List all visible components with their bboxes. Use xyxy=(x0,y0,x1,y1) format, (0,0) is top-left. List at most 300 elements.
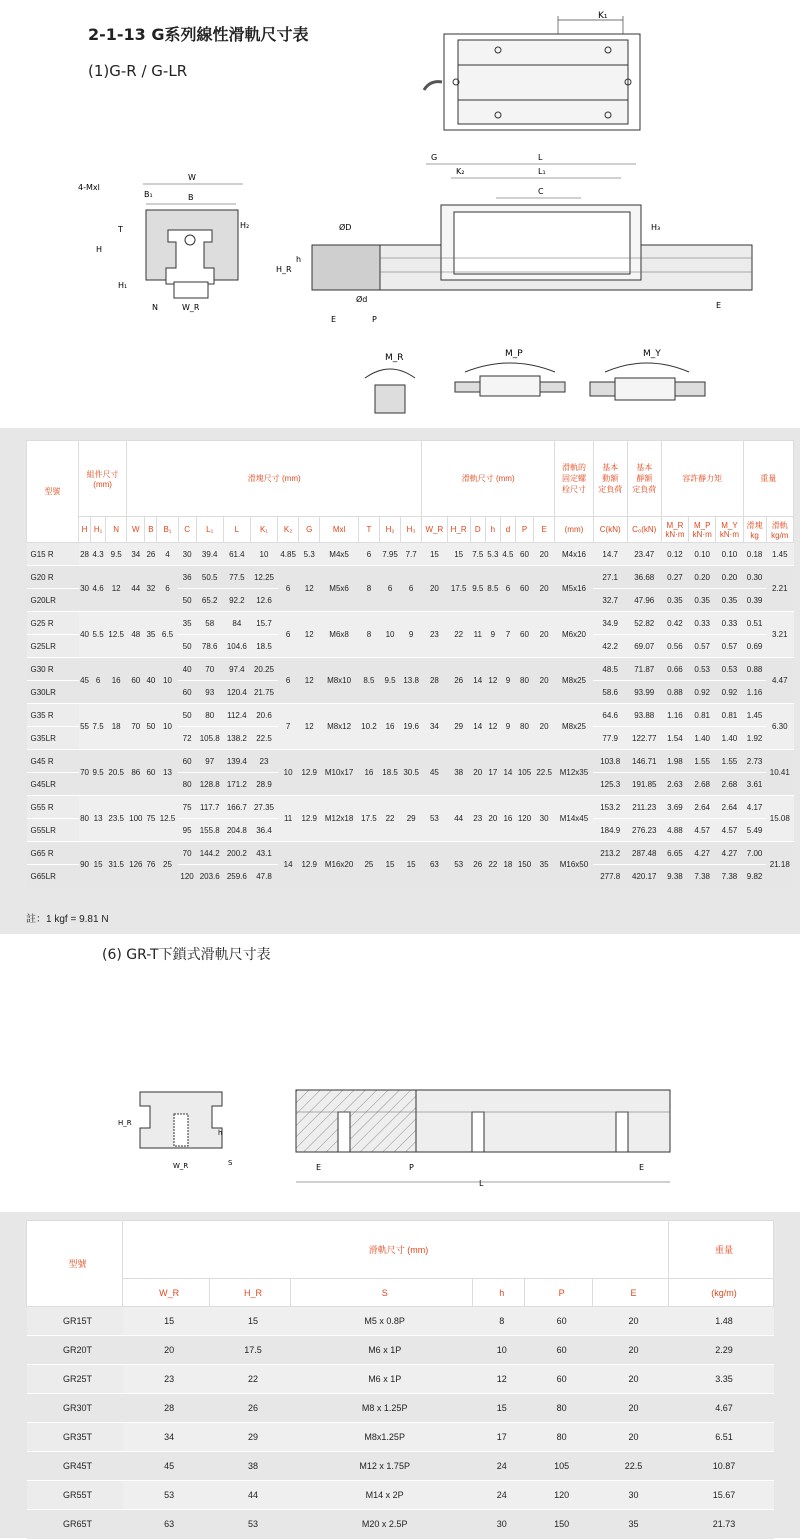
cell-c: 80 xyxy=(178,773,196,796)
cell-d: 9 xyxy=(500,704,515,750)
cell-wb: 0.39 xyxy=(743,589,766,612)
label-phi-d-big: ØD xyxy=(339,223,352,232)
cell-my: 4.57 xyxy=(716,819,743,842)
cell-d: 9 xyxy=(500,658,515,704)
cell-h1: 5.5 xyxy=(91,612,106,658)
cell-wr: 63 xyxy=(422,842,447,888)
cell-hr: 17.5 xyxy=(447,566,470,612)
cell-b: 75 xyxy=(145,796,157,842)
cell-c0: 93.88 xyxy=(627,704,661,727)
cell-wr: 45 xyxy=(422,750,447,796)
label-w: W xyxy=(188,173,196,182)
cell-model: GR45T xyxy=(27,1452,123,1481)
cell-e: 22.5 xyxy=(534,750,555,796)
col-header: C xyxy=(178,517,196,543)
cell-c: 36 xyxy=(178,566,196,589)
table-row xyxy=(27,1365,774,1394)
cell-mr: 0.42 xyxy=(661,612,688,635)
table-row xyxy=(27,1336,774,1365)
label-wr-2: W_R xyxy=(173,1162,189,1170)
cell-k1: 21.75 xyxy=(250,681,277,704)
page-subtitle: (1)G-R / G-LR xyxy=(88,62,188,80)
cell-wb: 0.51 xyxy=(743,612,766,635)
moment-name: M_R xyxy=(666,520,684,530)
cell-w: 34 xyxy=(127,543,145,566)
cell-value: 10 xyxy=(473,1336,525,1365)
cell-value: 45 xyxy=(123,1452,210,1481)
col-model: 型號 xyxy=(27,441,79,543)
cell-rail-weight: 21.18 xyxy=(766,842,793,888)
cell-l1: 203.6 xyxy=(196,865,223,888)
cell-l1: 128.8 xyxy=(196,773,223,796)
cell-h2: 6 xyxy=(379,566,400,612)
table-row xyxy=(27,1394,774,1423)
cell-c0: 287.48 xyxy=(627,842,661,865)
cell-wb: 0.88 xyxy=(743,658,766,681)
gr-t-cross-section xyxy=(118,1080,248,1180)
cell-l: 171.2 xyxy=(223,773,250,796)
cell-b1: 6 xyxy=(157,566,178,612)
cell-c: 60 xyxy=(178,750,196,773)
cell-value: 15 xyxy=(473,1394,525,1423)
label-h-small: h xyxy=(296,255,302,264)
group-stat: 基本 靜額 定負荷 xyxy=(627,441,661,517)
cell-b1: 4 xyxy=(157,543,178,566)
label-l-2: L xyxy=(479,1179,484,1188)
moment-name: M_P xyxy=(693,520,711,530)
cell-h2: 9.5 xyxy=(379,658,400,704)
cell-c_kn: 153.2 xyxy=(593,796,627,819)
cell-k1: 12.25 xyxy=(250,566,277,589)
cell-value: 22 xyxy=(210,1365,291,1394)
cell-value: 24 xyxy=(473,1481,525,1510)
cell-mp: 7.38 xyxy=(689,865,716,888)
cell-mxl: M12x18 xyxy=(320,796,359,842)
cell-my: 1.55 xyxy=(716,750,743,773)
cell-l1: 80 xyxy=(196,704,223,727)
cell-value: M8x1.25P xyxy=(290,1423,473,1452)
cell-d: 23 xyxy=(470,796,485,842)
col-header-2: W_R xyxy=(123,1279,210,1307)
label-k1: K₁ xyxy=(598,11,608,21)
cell-model: GR15T xyxy=(27,1307,123,1336)
group-bolt: 滑軌的 固定螺 栓尺寸 xyxy=(555,441,594,517)
cell-value: 80 xyxy=(525,1423,593,1452)
cell-e: 35 xyxy=(534,842,555,888)
cell-my: 0.35 xyxy=(716,589,743,612)
cell-h: 9 xyxy=(485,612,500,658)
cell-model: GR65T xyxy=(27,1510,123,1539)
cell-h: 70 xyxy=(79,750,91,796)
label-t: T xyxy=(118,225,123,234)
cell-d: 18 xyxy=(500,842,515,888)
cell-p: 60 xyxy=(515,566,533,612)
cell-l1: 97 xyxy=(196,750,223,773)
cell-b: 26 xyxy=(145,543,157,566)
cell-mxl: M8x10 xyxy=(320,658,359,704)
cell-c0: 36.68 xyxy=(627,566,661,589)
cell-c0: 122.77 xyxy=(627,727,661,750)
col-header-2: H_R xyxy=(210,1279,291,1307)
cell-l1: 39.4 xyxy=(196,543,223,566)
cell-c: 50 xyxy=(178,589,196,612)
cell-c_kn: 34.9 xyxy=(593,612,627,635)
cell-bolt: M12x35 xyxy=(555,750,594,796)
cell-value: 10.87 xyxy=(669,1452,774,1481)
table-row xyxy=(27,704,794,727)
cell-p: 80 xyxy=(515,658,533,704)
cell-mxl: M5x6 xyxy=(320,566,359,612)
cell-g: 12 xyxy=(299,612,320,658)
label-h2: H₂ xyxy=(240,221,250,230)
cell-my: 0.33 xyxy=(716,612,743,635)
col-header: L₁ xyxy=(196,517,223,543)
cell-c: 120 xyxy=(178,865,196,888)
cell-k2: 6 xyxy=(278,566,299,612)
label-hr: H_R xyxy=(276,265,292,274)
col-header: T xyxy=(358,517,379,543)
cell-value: 15.67 xyxy=(669,1481,774,1510)
table-row xyxy=(27,566,794,589)
cell-l: 104.6 xyxy=(223,635,250,658)
cell-c: 72 xyxy=(178,727,196,750)
group-moment: 容許靜力矩 xyxy=(661,441,743,517)
cell-c_kn: 64.6 xyxy=(593,704,627,727)
cell-l1: 58 xyxy=(196,612,223,635)
cell-p: 150 xyxy=(515,842,533,888)
cell-c_kn: 42.2 xyxy=(593,635,627,658)
cell-h3: 13.8 xyxy=(401,658,422,704)
cell-wb: 4.17 xyxy=(743,796,766,819)
cell-wb: 2.73 xyxy=(743,750,766,773)
cell-model: GR35T xyxy=(27,1423,123,1452)
top-view-drawing xyxy=(418,10,648,135)
col-header-2: h xyxy=(473,1279,525,1307)
cell-mp: 0.53 xyxy=(689,658,716,681)
label-wr: W_R xyxy=(182,303,200,312)
cell-e: 20 xyxy=(534,658,555,704)
cell-model: G35LR xyxy=(27,727,79,750)
cell-g: 12.9 xyxy=(299,842,320,888)
cell-bolt: M16x50 xyxy=(555,842,594,888)
label-l: L xyxy=(538,153,543,162)
label-p-2: P xyxy=(409,1163,414,1172)
cell-t: 25 xyxy=(358,842,379,888)
cell-h: 20 xyxy=(485,796,500,842)
cell-mr: 0.56 xyxy=(661,635,688,658)
weight-name: 滑塊 xyxy=(746,520,763,530)
col-header-weight xyxy=(743,517,766,543)
cell-k1: 47.8 xyxy=(250,865,277,888)
group-weight-2: 重量 xyxy=(669,1221,774,1279)
cell-mp: 0.92 xyxy=(689,681,716,704)
cell-value: 20 xyxy=(593,1423,669,1452)
cell-l: 77.5 xyxy=(223,566,250,589)
cell-wr: 23 xyxy=(422,612,447,658)
cell-mr: 1.98 xyxy=(661,750,688,773)
cell-l: 84 xyxy=(223,612,250,635)
cell-b1: 6.5 xyxy=(157,612,178,658)
cell-model: G55 R xyxy=(27,796,79,819)
cell-h2: 22 xyxy=(379,796,400,842)
cell-value: M14 x 2P xyxy=(290,1481,473,1510)
cell-model: G55LR xyxy=(27,819,79,842)
cell-w: 100 xyxy=(127,796,145,842)
cell-p: 105 xyxy=(515,750,533,796)
cell-l1: 105.8 xyxy=(196,727,223,750)
cell-model: G25LR xyxy=(27,635,79,658)
cell-value: 23 xyxy=(123,1365,210,1394)
label-mp: M_P xyxy=(505,349,523,359)
cell-mr: 0.88 xyxy=(661,681,688,704)
cell-mp: 0.81 xyxy=(689,704,716,727)
col-model-2: 型號 xyxy=(27,1221,123,1307)
cell-c: 40 xyxy=(178,658,196,681)
label-e-right: E xyxy=(716,301,722,310)
col-header-weight-2: (kg/m) xyxy=(669,1279,774,1307)
cell-k1: 23 xyxy=(250,750,277,773)
cell-h3: 29 xyxy=(401,796,422,842)
cell-my: 4.27 xyxy=(716,842,743,865)
cell-c: 75 xyxy=(178,796,196,819)
col-header: (mm) xyxy=(555,517,594,543)
table-row xyxy=(27,1423,774,1452)
cell-w: 60 xyxy=(127,658,145,704)
cell-mp: 1.40 xyxy=(689,727,716,750)
cell-t: 8.5 xyxy=(358,658,379,704)
cell-value: M12 x 1.75P xyxy=(290,1452,473,1481)
col-header: Mxl xyxy=(320,517,359,543)
cell-b: 50 xyxy=(145,704,157,750)
cell-value: M6 x 1P xyxy=(290,1336,473,1365)
unit-note: 註：1 kgf = 9.81 N xyxy=(26,914,109,925)
cell-h2: 7.95 xyxy=(379,543,400,566)
cell-c_kn: 277.8 xyxy=(593,865,627,888)
cell-k1: 43.1 xyxy=(250,842,277,865)
cell-my: 7.38 xyxy=(716,865,743,888)
cell-value: 53 xyxy=(210,1510,291,1539)
cell-b1: 25 xyxy=(157,842,178,888)
cell-model: G65LR xyxy=(27,865,79,888)
cell-model: GR25T xyxy=(27,1365,123,1394)
cell-h: 17 xyxy=(485,750,500,796)
cell-value: 1.48 xyxy=(669,1307,774,1336)
cell-bolt: M5x16 xyxy=(555,566,594,612)
cell-l1: 65.2 xyxy=(196,589,223,612)
cell-d: 26 xyxy=(470,842,485,888)
label-n: N xyxy=(152,303,158,312)
cell-value: 60 xyxy=(525,1336,593,1365)
cell-c0: 191.85 xyxy=(627,773,661,796)
cell-t: 16 xyxy=(358,750,379,796)
cell-value: 53 xyxy=(123,1481,210,1510)
cell-w: 86 xyxy=(127,750,145,796)
cell-mp: 0.10 xyxy=(689,543,716,566)
cell-h: 45 xyxy=(79,658,91,704)
cell-b1: 13 xyxy=(157,750,178,796)
cell-h1: 13 xyxy=(91,796,106,842)
table-row xyxy=(27,658,794,681)
cell-t: 8 xyxy=(358,612,379,658)
col-header: K₂ xyxy=(278,517,299,543)
cell-d: 14 xyxy=(500,750,515,796)
cell-mr: 9.38 xyxy=(661,865,688,888)
col-header: h xyxy=(485,517,500,543)
cell-h: 30 xyxy=(79,566,91,612)
cell-hr: 38 xyxy=(447,750,470,796)
cell-rail-weight: 2.21 xyxy=(766,566,793,612)
cell-value: 20 xyxy=(123,1336,210,1365)
cell-mxl: M16x20 xyxy=(320,842,359,888)
cell-mp: 0.20 xyxy=(689,566,716,589)
cell-model: GR55T xyxy=(27,1481,123,1510)
cell-l: 259.6 xyxy=(223,865,250,888)
cell-g: 12 xyxy=(299,658,320,704)
col-header: H₂ xyxy=(379,517,400,543)
col-header: B₁ xyxy=(157,517,178,543)
table-row xyxy=(27,1510,774,1539)
cell-mxl: M6x8 xyxy=(320,612,359,658)
cell-h: 28 xyxy=(79,543,91,566)
cell-b1: 10 xyxy=(157,704,178,750)
cell-k2: 4.85 xyxy=(278,543,299,566)
col-header: D xyxy=(470,517,485,543)
cell-e: 20 xyxy=(534,566,555,612)
col-header-2: E xyxy=(593,1279,669,1307)
cell-h: 55 xyxy=(79,704,91,750)
cell-value: 17.5 xyxy=(210,1336,291,1365)
col-header: W xyxy=(127,517,145,543)
cell-l: 166.7 xyxy=(223,796,250,819)
cell-value: 20 xyxy=(593,1365,669,1394)
group-weight: 重量 xyxy=(743,441,793,517)
cell-bolt: M8x25 xyxy=(555,704,594,750)
cell-value: M6 x 1P xyxy=(290,1365,473,1394)
col-header-moment xyxy=(689,517,716,543)
cell-d: 20 xyxy=(470,750,485,796)
cell-c: 95 xyxy=(178,819,196,842)
col-header-weight xyxy=(766,517,793,543)
cell-wb: 0.69 xyxy=(743,635,766,658)
cell-h3: 30.5 xyxy=(401,750,422,796)
side-view-drawing xyxy=(276,150,756,330)
cell-bolt: M4x16 xyxy=(555,543,594,566)
cell-l: 200.2 xyxy=(223,842,250,865)
cell-model: G35 R xyxy=(27,704,79,727)
cell-my: 0.20 xyxy=(716,566,743,589)
label-my: M_Y xyxy=(643,349,661,359)
cell-h: 22 xyxy=(485,842,500,888)
cell-b: 32 xyxy=(145,566,157,612)
cell-t: 10.2 xyxy=(358,704,379,750)
label-l1: L₁ xyxy=(538,167,546,176)
cell-c_kn: 77.9 xyxy=(593,727,627,750)
cell-wr: 34 xyxy=(422,704,447,750)
cell-e: 20 xyxy=(534,704,555,750)
cell-d: 9.5 xyxy=(470,566,485,612)
cell-d: 7 xyxy=(500,612,515,658)
cell-value: 38 xyxy=(210,1452,291,1481)
cell-c_kn: 58.6 xyxy=(593,681,627,704)
moment-unit: kN·m xyxy=(719,529,739,539)
cell-value: 20 xyxy=(593,1307,669,1336)
cell-mr: 4.88 xyxy=(661,819,688,842)
cell-k1: 12.6 xyxy=(250,589,277,612)
cell-wr: 15 xyxy=(422,543,447,566)
cell-h3: 15 xyxy=(401,842,422,888)
cell-my: 0.81 xyxy=(716,704,743,727)
cell-mr: 1.54 xyxy=(661,727,688,750)
cell-c: 60 xyxy=(178,681,196,704)
cell-n: 23.5 xyxy=(106,796,127,842)
cell-l1: 117.7 xyxy=(196,796,223,819)
cell-d: 16 xyxy=(500,796,515,842)
cell-g: 12 xyxy=(299,566,320,612)
cell-c: 50 xyxy=(178,704,196,727)
cell-rail-weight: 10.41 xyxy=(766,750,793,796)
cell-bolt: M14x45 xyxy=(555,796,594,842)
cell-value: 150 xyxy=(525,1510,593,1539)
cell-mp: 2.68 xyxy=(689,773,716,796)
cell-e: 20 xyxy=(534,543,555,566)
cell-mp: 0.33 xyxy=(689,612,716,635)
cell-p: 60 xyxy=(515,612,533,658)
cell-h1: 6 xyxy=(91,658,106,704)
group-assembly: 組件尺寸 (mm) xyxy=(79,441,127,517)
cell-value: 80 xyxy=(525,1394,593,1423)
cell-hr: 44 xyxy=(447,796,470,842)
cell-p: 80 xyxy=(515,704,533,750)
cell-k2: 6 xyxy=(278,658,299,704)
col-header: H xyxy=(79,517,91,543)
cell-l1: 78.6 xyxy=(196,635,223,658)
cell-my: 2.64 xyxy=(716,796,743,819)
col-header: H_R xyxy=(447,517,470,543)
moment-unit: kN·m xyxy=(692,529,712,539)
cell-value: 34 xyxy=(123,1423,210,1452)
cell-hr: 22 xyxy=(447,612,470,658)
cell-my: 0.57 xyxy=(716,635,743,658)
cell-wb: 0.18 xyxy=(743,543,766,566)
cell-model: G20LR xyxy=(27,589,79,612)
cell-model: G45 R xyxy=(27,750,79,773)
cell-g: 12.9 xyxy=(299,796,320,842)
cell-k2: 6 xyxy=(278,612,299,658)
cell-value: 30 xyxy=(593,1481,669,1510)
cell-k2: 11 xyxy=(278,796,299,842)
group-rail-2: 滑軌尺寸 (mm) xyxy=(123,1221,669,1279)
cell-value: 24 xyxy=(473,1452,525,1481)
cell-l: 92.2 xyxy=(223,589,250,612)
col-header: B xyxy=(145,517,157,543)
cell-d: 6 xyxy=(500,566,515,612)
col-header: G xyxy=(299,517,320,543)
col-header: H₁ xyxy=(91,517,106,543)
col-header: L xyxy=(223,517,250,543)
cell-k2: 7 xyxy=(278,704,299,750)
cell-k2: 10 xyxy=(278,750,299,796)
cell-mr: 0.35 xyxy=(661,589,688,612)
cell-wb: 1.45 xyxy=(743,704,766,727)
cell-value: 3.35 xyxy=(669,1365,774,1394)
col-header: H₃ xyxy=(401,517,422,543)
cell-value: 63 xyxy=(123,1510,210,1539)
cell-wr: 53 xyxy=(422,796,447,842)
cell-c_kn: 125.3 xyxy=(593,773,627,796)
cell-model: G30LR xyxy=(27,681,79,704)
cell-value: 28 xyxy=(123,1394,210,1423)
cell-value: 17 xyxy=(473,1423,525,1452)
